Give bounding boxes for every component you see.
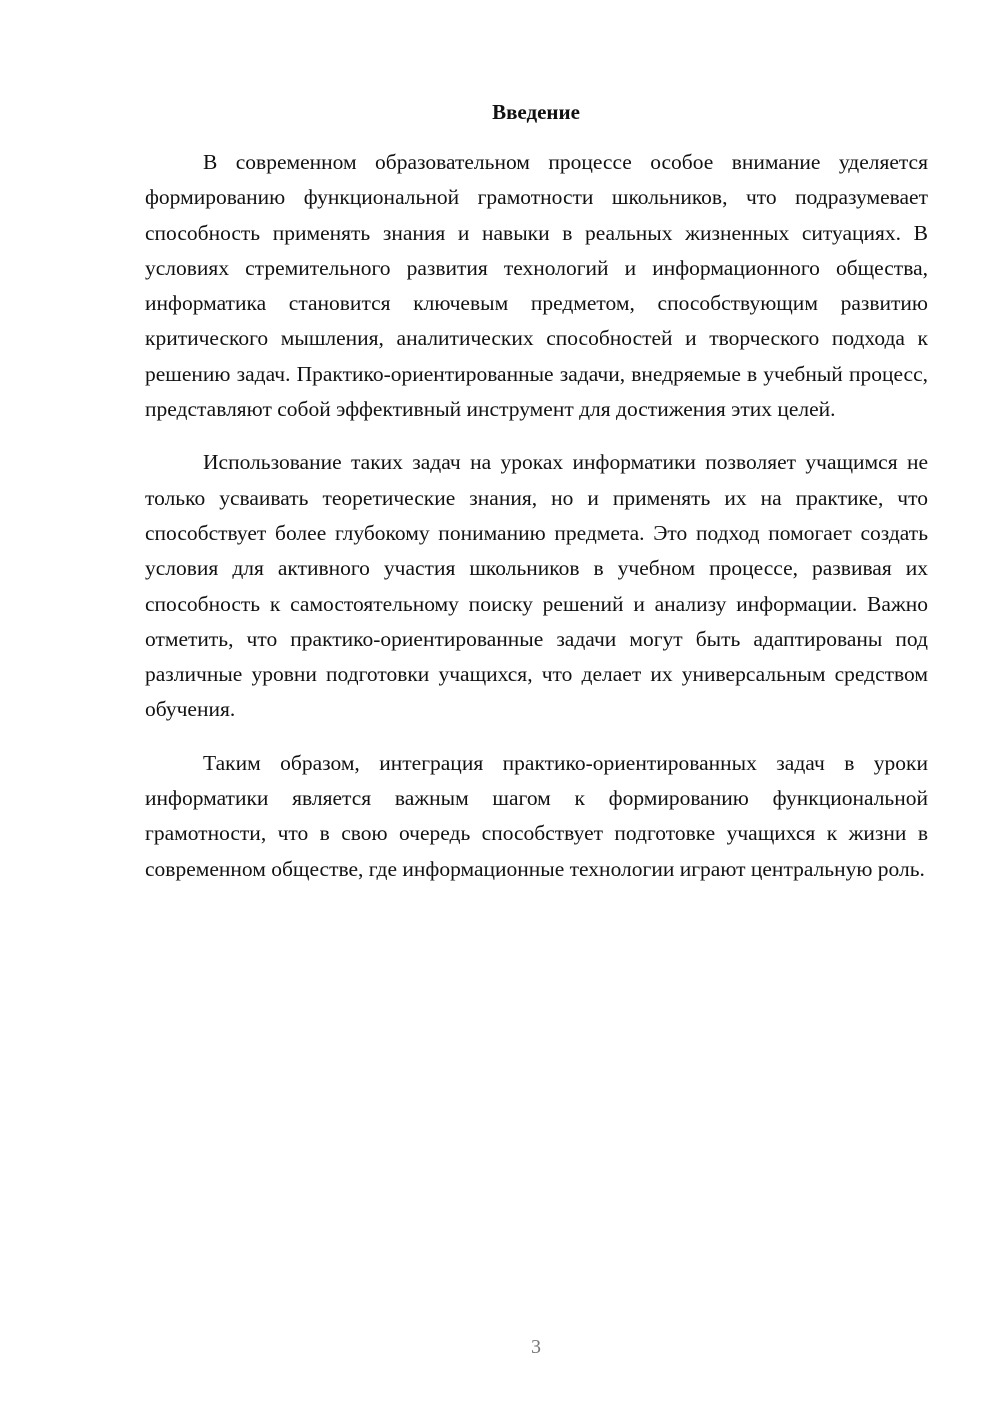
paragraph-3: Таким образом, интеграция практико-ориентированных задач в уроки информатики является важным шагом к формированию функциональной грамотности, что в свою очередь способствует подготовке учащихся к жизни в современном обществе, где информационные технологии играют центральную роль. [145, 750, 928, 881]
paragraph-1: В современном образовательном процессе особое внимание уделяется формированию функциональной грамотности школьников, что подразумевает способность применять знания и навыки в реальных жизненных ситуациях. В условиях стремительного развития технологий и информационного общества, информатика становится ключевым предметом, способствующим развитию критического мышления, аналитических способностей и творческого подхода к решению задач. Практико-ориентированные задачи, внедряемые в учебный процесс, представляют собой эффективный инструмент для достижения этих целей. [145, 150, 928, 422]
section-title: Введение [492, 100, 580, 124]
page-number: 3 [531, 1336, 541, 1358]
paragraph-2: Использование таких задач на уроках информатики позволяет учащимся не только усваивать теоретические знания, но и применять их на практике, что способствует более глубокому пониманию предмета. Это подход помогает создать условия для активного участия школьников в учебном процессе, развивая их способность к самостоятельному поиску решений и анализу информации. Важно отметить, что практико-ориентированные задачи могут быть адаптированы под различные уровни подготовки учащихся, что делает их универсальным средством обучения. [145, 450, 928, 722]
body-text [145, 145, 928, 905]
